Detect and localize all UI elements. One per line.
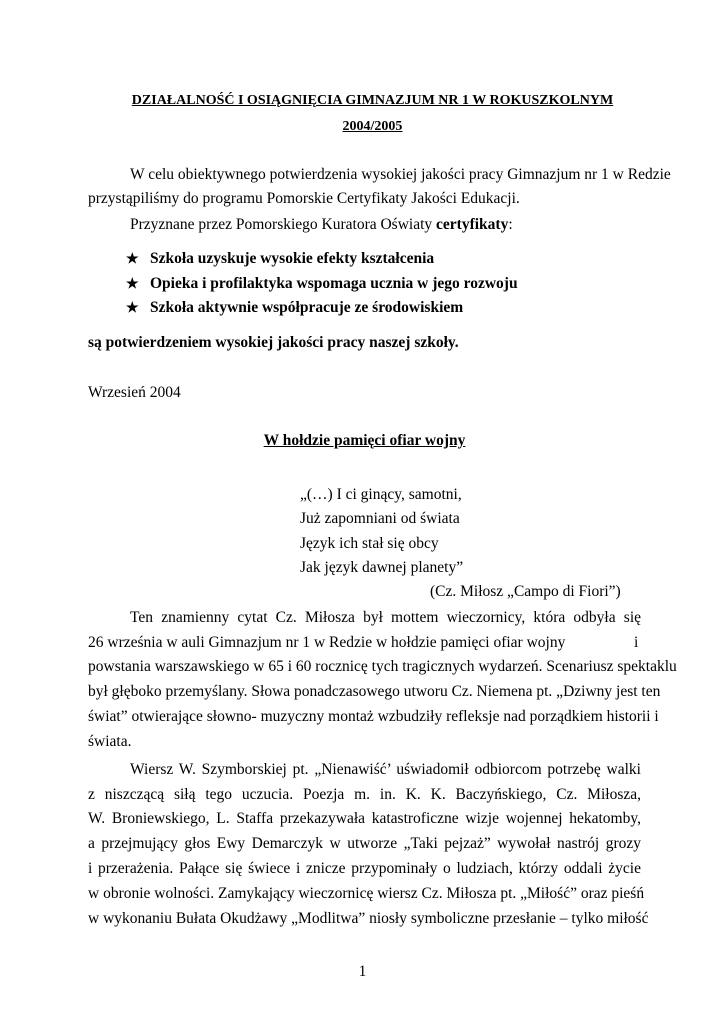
- poem-line: „(…) I ci ginący, samotni,: [300, 486, 462, 503]
- intro-line-3-suffix: :: [508, 216, 513, 233]
- certificate-text: Opieka i profilaktyka wspomaga ucznia w jego rozwoju: [150, 275, 518, 292]
- paragraph-1-line: świata.: [88, 733, 132, 750]
- certificate-item: [126, 275, 518, 293]
- closing-statement: są potwierdzeniem wysokiej jakości pracy naszej szkoły.: [88, 334, 459, 351]
- star-bullet-icon: ★: [126, 277, 139, 292]
- paragraph-1-line: był głęboko przemyślany. Słowa ponadczasowego utworu Cz. Niemena pt. „Dziwny jest ten: [88, 683, 661, 700]
- certificate-text: Szkoła aktywnie współpracuje ze środowiskiem: [150, 299, 464, 316]
- paragraph-1-line: 26 września w auli Gimnazjum nr 1 w Redzie w hołdzie pamięci ofiar wojny: [88, 634, 566, 651]
- document-title-line-2: 2004/2005: [342, 119, 403, 134]
- paragraph-2-line: W. Broniewskiego, L. Staffa przekazywała katastroficzne wizje wojennej hekatomby,: [88, 810, 641, 827]
- intro-line-1: W celu obiektywnego potwierdzenia wysokiej jakości pracy Gimnazjum nr 1 w Redzie: [130, 166, 671, 183]
- poem-line: Język ich stał się obcy: [300, 535, 439, 552]
- paragraph-2-line: z niszczącą siłą tego uczucia. Poezja m. in. K. K. Baczyńskiego, Cz. Miłosza,: [88, 786, 641, 803]
- poem-attribution: (Cz. Miłosz „Campo di Fiori”): [430, 583, 621, 600]
- paragraph-1-line: Ten znamienny cytat Cz. Miłosza był mottem wieczornicy, która odbyła się: [130, 609, 641, 626]
- paragraph-2-line: w obronie wolności. Zamykający wieczornicę wiersz Cz. Miłosza pt. „Miłość” oraz pieśń: [88, 885, 645, 902]
- paragraph-2-line: a przejmujący głos Ewy Demarczyk w utworze „Taki pejzaż” wywołał nastrój grozy: [88, 835, 641, 852]
- document-title-line-1: DZIAŁALNOŚĆ I OSIĄGNIĘCIA GIMNAZJUM NR 1 W ROKUSZKOLNYM: [131, 93, 614, 108]
- intro-line-2: przystąpiliśmy do programu Pomorskie Certyfikaty Jakości Edukacji.: [88, 190, 520, 207]
- intro-line-3-bold: certyfikaty: [436, 216, 509, 233]
- paragraph-2-line: Wiersz W. Szymborskiej pt. „Nienawiść’ uświadomił odbiorcom potrzebę walki: [130, 761, 641, 778]
- section-heading: W hołdzie pamięci ofiar wojny: [263, 432, 466, 449]
- paragraph-2-line: i przerażenia. Pałące się świece i znicze przypominały o ludziach, którzy oddali życie: [88, 860, 641, 877]
- certificate-item: [126, 299, 463, 317]
- paragraph-1-line-end: i: [634, 634, 639, 651]
- page-number: 1: [358, 963, 367, 980]
- star-bullet-icon: ★: [126, 252, 139, 267]
- poem-line: Już zapomniani od świata: [300, 510, 460, 527]
- certificate-text: Szkoła uzyskuje wysokie efekty kształcenia: [150, 250, 435, 267]
- intro-line-3: [130, 216, 513, 234]
- paragraph-1-line: świat” otwierające słowno- muzyczny montaż wzbudziły refleksje nad porządkiem historii i: [88, 708, 659, 725]
- star-bullet-icon: ★: [126, 301, 139, 316]
- date-line: Wrzesień 2004: [88, 384, 181, 401]
- paragraph-1-line: powstania warszawskiego w 65 i 60 rocznicę tych tragicznych wydarzeń. Scenariusz spektaklu: [88, 658, 677, 675]
- paragraph-2-line: w wykonaniu Bułata Okudżawy „Modlitwa” niosły symboliczne przesłanie – tylko miłość: [88, 910, 649, 927]
- intro-line-3-prefix: Przyznane przez Pomorskiego Kuratora Oświaty: [130, 216, 437, 233]
- certificate-item: [126, 250, 434, 268]
- poem-line: Jak język dawnej planety”: [300, 559, 464, 576]
